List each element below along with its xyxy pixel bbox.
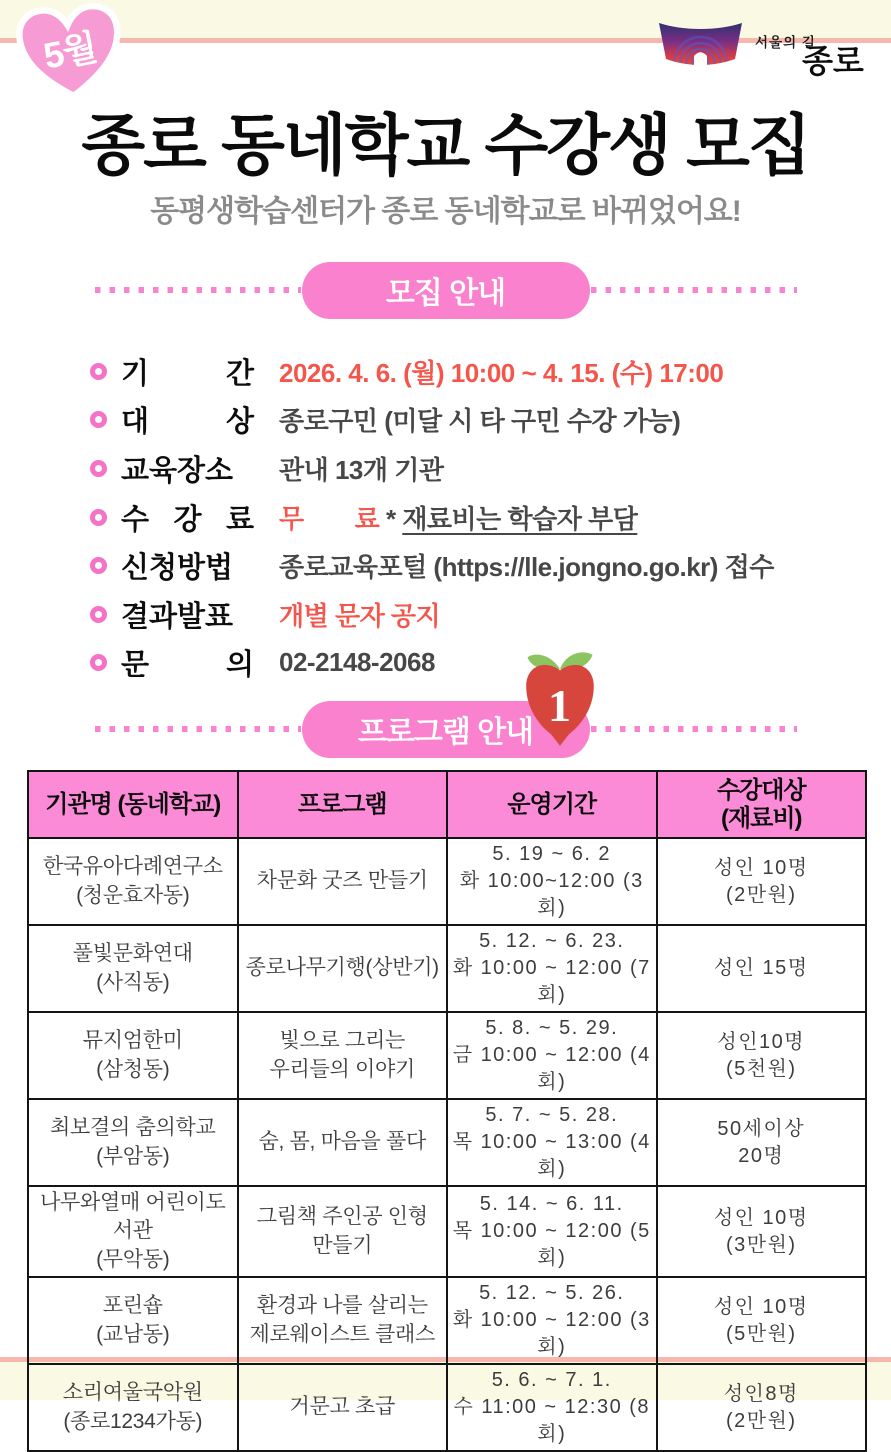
table-row	[28, 1012, 866, 1099]
table-cell-program	[238, 1186, 448, 1277]
table-cell-capacity	[657, 925, 867, 1012]
info-value-part: 무 료	[279, 503, 380, 534]
info-label: 기 간	[121, 357, 254, 390]
info-value-part: 2026. 4. 6. (월) 10:00 ~ 4. 15. (수) 17:00	[279, 357, 724, 388]
info-value	[279, 450, 443, 487]
jongno-logo	[635, 16, 875, 88]
table-header-cell	[238, 771, 448, 838]
table-cell-org	[28, 1186, 238, 1277]
cell-line: 5. 12. ~ 5. 26.	[479, 1282, 625, 1305]
cell-line: 빛으로 그리는	[279, 1029, 405, 1053]
cell-line: 5. 12. ~ 6. 23.	[479, 930, 625, 952]
cell-line: 수 11:00 ~ 12:30 (8회)	[453, 1396, 651, 1446]
table-cell-org	[28, 1012, 238, 1099]
bullet-icon	[90, 654, 107, 671]
cell-line: 20명	[738, 1144, 785, 1167]
cell-line: (무악동)	[96, 1247, 170, 1271]
page-subtitle: 동평생학습센터가 종로 동네학교로 바뀌었어요!	[150, 195, 741, 228]
cell-line: 성인 10명	[713, 1295, 809, 1318]
table-cell-period	[447, 1364, 657, 1451]
cell-line: 화 10:00 ~ 12:00 (7회)	[452, 957, 651, 1006]
info-label: 수 강 료	[121, 503, 254, 536]
table-cell-program	[238, 838, 448, 925]
info-label: 결과발표	[121, 600, 234, 633]
info-value	[279, 547, 774, 584]
table-cell-capacity	[657, 1364, 867, 1451]
cell-line: (청운효자동)	[76, 883, 190, 907]
info-label: 교육장소	[121, 454, 234, 487]
cell-line: 제로웨이스트 클래스	[249, 1322, 435, 1346]
info-label: 대 상	[121, 406, 254, 439]
program-table-body	[28, 838, 866, 1451]
cell-line: 화 10:00~12:00 (3회)	[459, 870, 644, 919]
cell-line: 성인 10명	[713, 1206, 809, 1229]
cell-line: 5. 8. ~ 5. 29.	[485, 1017, 619, 1039]
table-cell-org	[28, 925, 238, 1012]
info-value	[279, 499, 637, 536]
cell-line: 5. 19 ~ 6. 2	[492, 843, 612, 865]
info-row	[90, 347, 810, 396]
info-value	[279, 353, 723, 390]
cell-line: (사직동)	[96, 970, 170, 994]
apple-number: 1	[548, 679, 571, 731]
cell-line: 그림책 주인공 인형	[256, 1205, 428, 1229]
cell-line: 뮤지엄한미	[82, 1029, 183, 1053]
table-row	[28, 1277, 866, 1364]
info-value-part: 종로교육포털 (https://lle.jongno.go.kr) 접수	[279, 552, 774, 583]
cell-line: (5천원)	[725, 1057, 797, 1080]
table-cell-capacity	[657, 1186, 867, 1277]
cell-line: 목 10:00 ~ 12:00 (5회)	[452, 1220, 651, 1270]
cell-line: 목 10:00 ~ 13:00 (4회)	[452, 1131, 651, 1180]
cell-line: 포린숍	[102, 1294, 163, 1318]
info-value	[279, 647, 435, 678]
header-line: (재료비)	[720, 804, 802, 832]
cell-line: 5. 14. ~ 6. 11.	[479, 1193, 624, 1216]
cell-line: 거문고 초급	[289, 1395, 395, 1419]
table-cell-org	[28, 1364, 238, 1451]
cell-line: 성인8명	[723, 1382, 799, 1405]
cell-line: 금 10:00 ~ 12:00 (4회)	[452, 1044, 651, 1093]
table-cell-program	[238, 925, 448, 1012]
table-cell-program	[238, 1012, 448, 1099]
table-cell-capacity	[657, 1277, 867, 1364]
header-line: 운영기간	[507, 790, 597, 818]
cell-line: (2만원)	[725, 1409, 797, 1432]
info-value-part: 재료비는 학습자 부담	[402, 503, 638, 534]
dotted-line-right	[591, 726, 797, 732]
table-cell-period	[447, 838, 657, 925]
bullet-icon	[90, 460, 107, 477]
cell-line: 성인 15명	[713, 957, 809, 979]
info-value-part: 종로구민 (미달 시 타 구민 수강 가능)	[279, 406, 681, 437]
table-cell-capacity	[657, 838, 867, 925]
recruit-info-list	[90, 347, 810, 687]
header-line: 수강대상	[716, 776, 806, 804]
table-cell-period	[447, 1277, 657, 1364]
cell-line: 풀빛문화연대	[72, 942, 193, 966]
cell-line: (2만원)	[725, 883, 797, 906]
page-title: 종로 동네학교 수강생 모집	[81, 108, 810, 182]
program-table-head	[28, 771, 866, 838]
cell-line: (교남동)	[96, 1322, 170, 1346]
info-value	[279, 596, 440, 633]
cell-line: 최보결의 춤의학교	[50, 1116, 216, 1140]
info-row	[90, 590, 810, 639]
info-row	[90, 639, 810, 688]
table-cell-program	[238, 1277, 448, 1364]
cell-line: 한국유아다례연구소	[42, 855, 223, 879]
cell-line: 5. 7. ~ 5. 28.	[485, 1104, 619, 1126]
cell-line: 나무와열매 어린이도서관	[40, 1191, 226, 1243]
cell-line: 성인 10명	[713, 856, 809, 879]
table-cell-period	[447, 1186, 657, 1277]
table-header-cell	[28, 771, 238, 838]
header-line: 프로그램	[297, 790, 387, 818]
table-cell-period	[447, 1012, 657, 1099]
program-badge-row	[0, 679, 891, 758]
info-row	[90, 541, 810, 590]
dotted-line-right	[591, 287, 797, 293]
table-header-cell	[447, 771, 657, 838]
table-cell-org	[28, 838, 238, 925]
table-cell-period	[447, 925, 657, 1012]
recruit-section-badge: 모집 안내	[302, 262, 590, 319]
logo-mark-icon	[658, 18, 743, 65]
bullet-icon	[90, 557, 107, 574]
program-section-badge: 프로그램 안내	[302, 701, 590, 758]
info-value-part: *	[379, 503, 403, 534]
bullet-icon	[90, 363, 107, 380]
table-row	[28, 1186, 866, 1277]
table-cell-org	[28, 1277, 238, 1364]
cell-line: 환경과 나를 살리는	[256, 1294, 428, 1318]
cell-line: 만들기	[312, 1233, 373, 1257]
dotted-line-left	[95, 287, 301, 293]
info-row	[90, 396, 810, 445]
cell-line: 숨, 몸, 마음을 풀다	[258, 1130, 427, 1154]
cell-line: 차문화 굿즈 만들기	[256, 869, 428, 893]
info-value-part: 02-2148-2068	[279, 647, 435, 678]
bullet-icon	[90, 509, 107, 526]
cell-line: (종로1234가동)	[63, 1409, 203, 1433]
info-row	[90, 444, 810, 493]
cell-line: 종로나무기행(상반기)	[245, 956, 439, 980]
cell-line: 50세이상	[717, 1117, 806, 1140]
recruit-badge-row	[0, 261, 891, 319]
table-cell-capacity	[657, 1012, 867, 1099]
cell-line: (삼청동)	[96, 1057, 170, 1081]
dotted-line-left	[95, 726, 301, 732]
table-row	[28, 1099, 866, 1186]
logo-brand: 종로	[802, 43, 864, 79]
table-cell-period	[447, 1099, 657, 1186]
info-label: 문 의	[121, 649, 254, 682]
cell-line: (부암동)	[96, 1144, 170, 1168]
table-header-row	[28, 771, 866, 838]
table-row	[28, 1364, 866, 1451]
table-row	[28, 838, 866, 925]
table-cell-program	[238, 1099, 448, 1186]
bullet-icon	[90, 411, 107, 428]
program-table	[27, 770, 867, 1452]
header-line: 기관명 (동네학교)	[45, 790, 221, 818]
bullet-icon	[90, 606, 107, 623]
table-row	[28, 925, 866, 1012]
cell-line: 5. 6. ~ 7. 1.	[491, 1369, 612, 1392]
info-value	[279, 401, 680, 438]
info-value-part: 개별 문자 공지	[279, 600, 441, 631]
cell-line: 성인10명	[717, 1030, 806, 1053]
info-row	[90, 493, 810, 542]
info-value-part: 관내 13개 기관	[279, 454, 444, 485]
cell-line: (5만원)	[725, 1322, 797, 1345]
info-label: 신청방법	[121, 552, 234, 585]
cell-line: 우리들의 이야기	[269, 1057, 415, 1081]
table-cell-org	[28, 1099, 238, 1186]
cell-line: 화 10:00 ~ 12:00 (3회)	[452, 1309, 651, 1359]
logo-tagline: 서울의 길	[755, 35, 816, 50]
apple-badge	[521, 647, 599, 751]
table-cell-capacity	[657, 1099, 867, 1186]
cell-line: 소리여울국악원	[62, 1381, 203, 1405]
month-badge	[12, 0, 128, 107]
cell-line: (3만원)	[725, 1233, 797, 1256]
table-cell-program	[238, 1364, 448, 1451]
month-label: 5월	[40, 26, 100, 77]
table-header-cell	[657, 771, 867, 838]
